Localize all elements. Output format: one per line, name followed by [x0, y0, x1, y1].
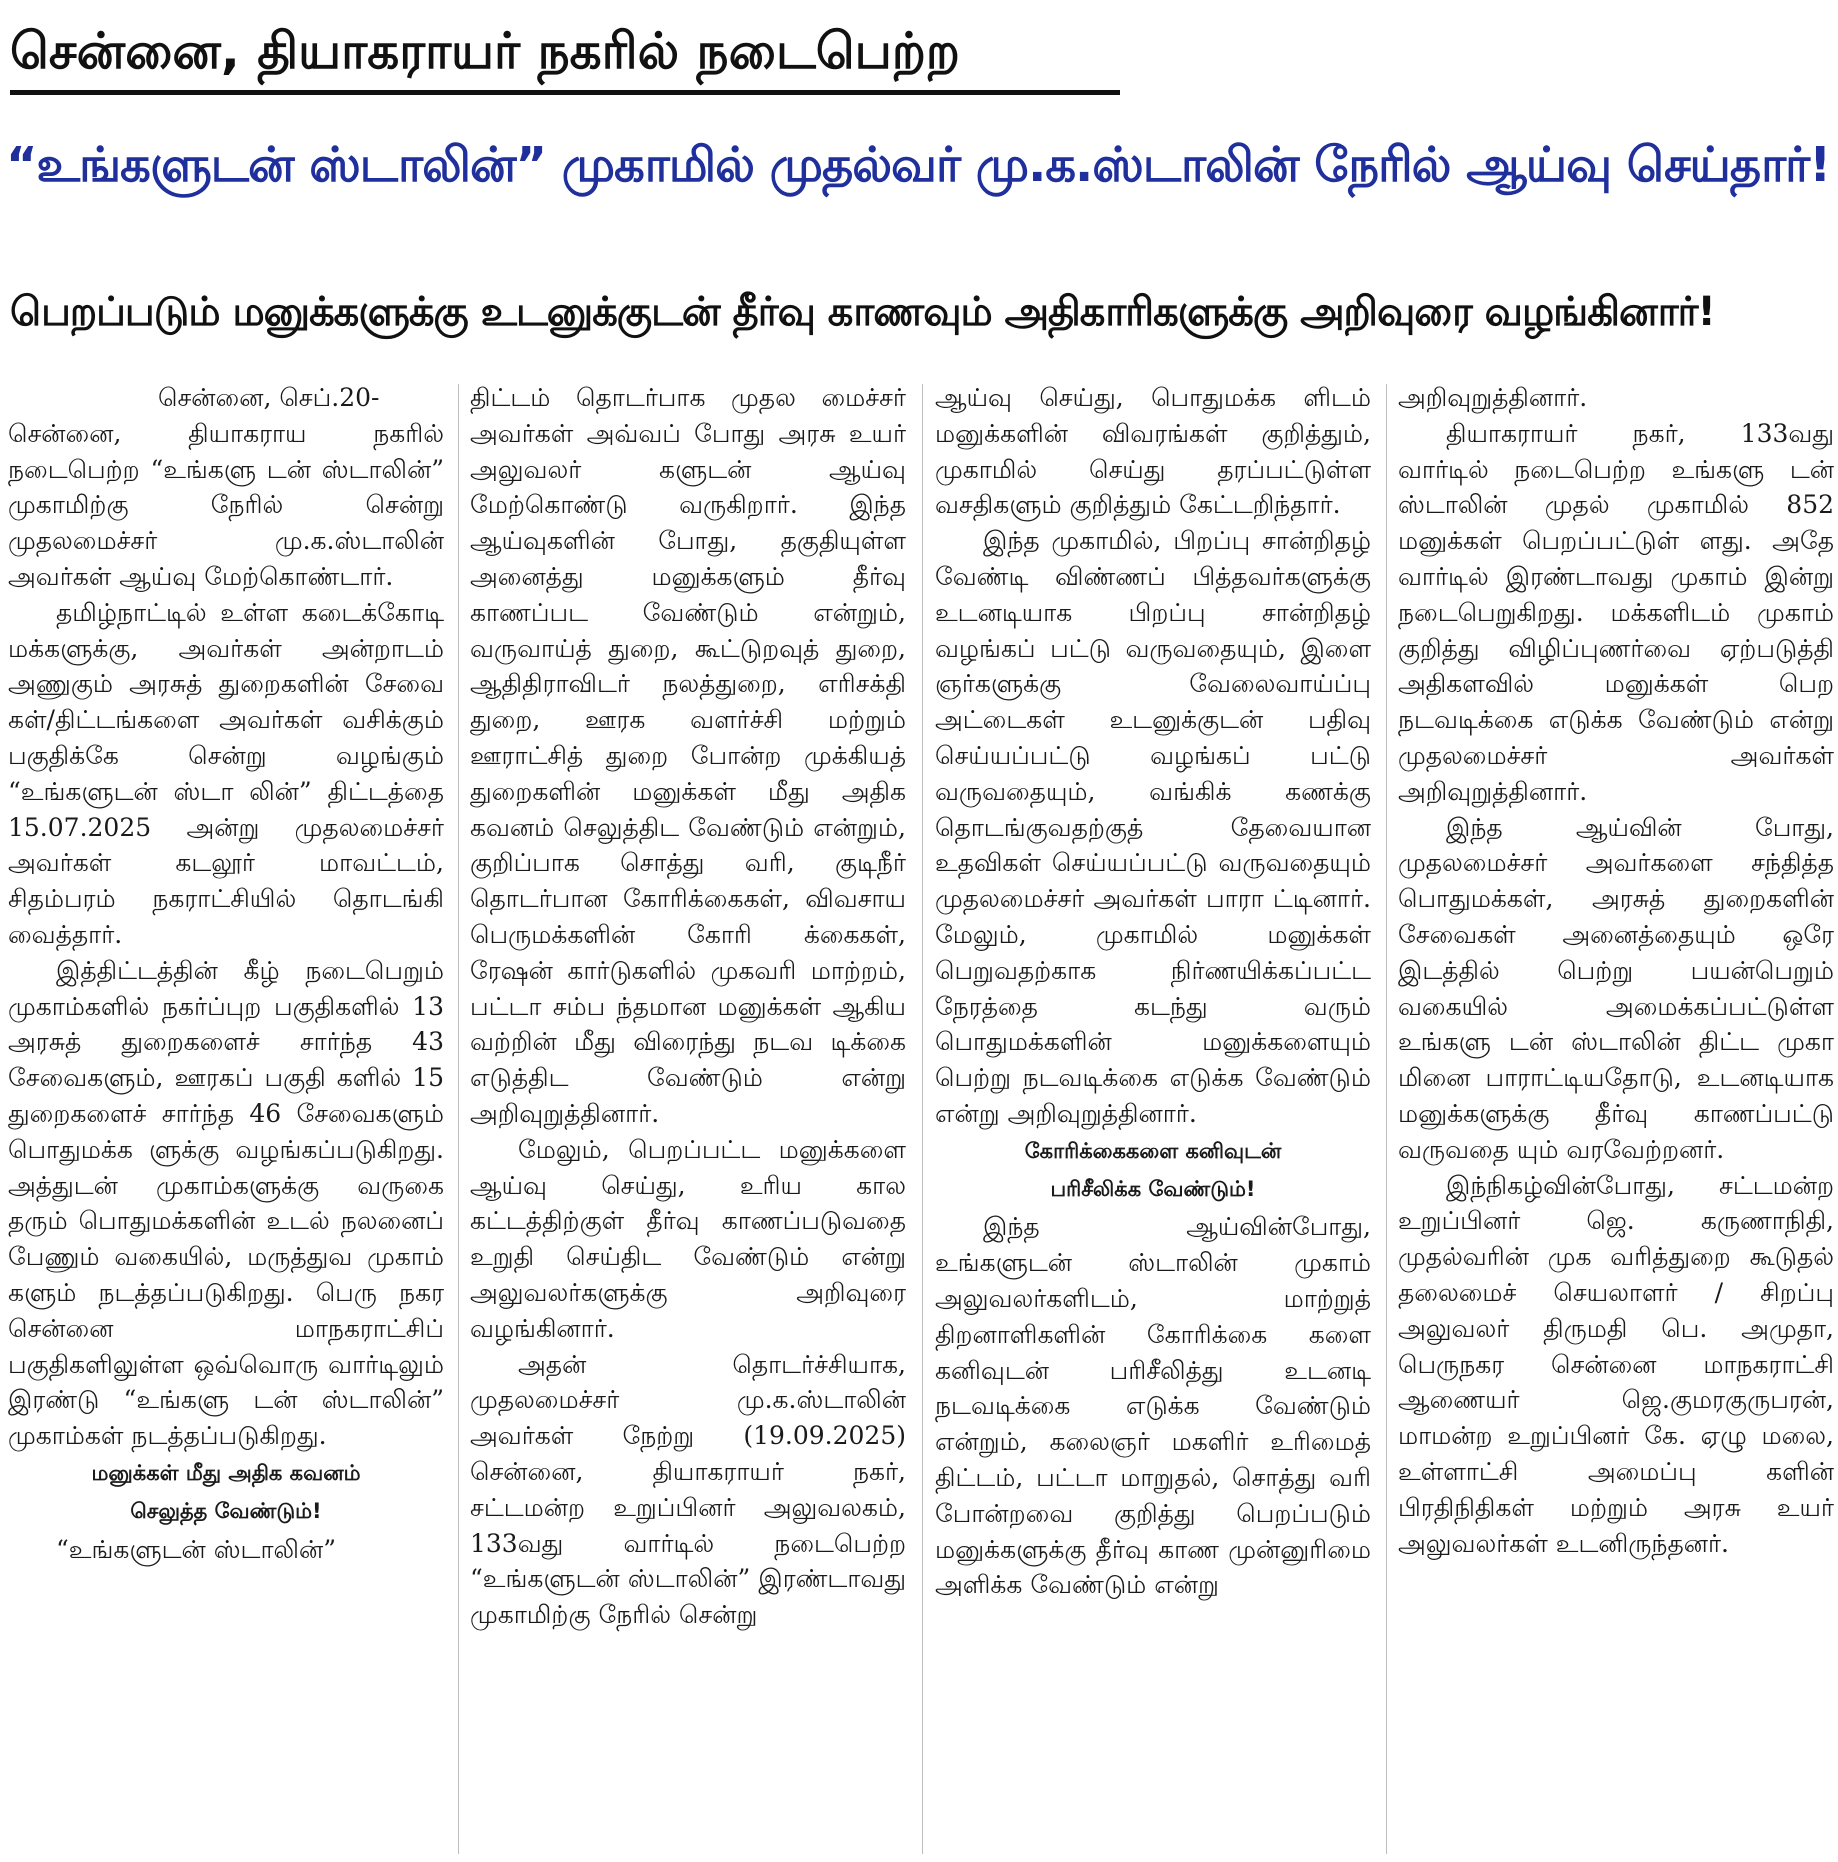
subheading: கோரிக்கைகளை கனிவுடன்	[1024, 1138, 1282, 1163]
article-column-2	[470, 380, 906, 1856]
article-paragraph: “உங்களுடன் ஸ்டாலின்”	[56, 1534, 336, 1564]
subheading: செலுத்த வேண்டும்!	[130, 1498, 322, 1523]
article-paragraph: இந்த ஆய்வின்போது, உங்களுடன் ஸ்டாலின் முகாம் அலுவலர்களிடம், மாற்றுத் திறனாளிகளின் கோரிக்கை களை கனிவுடன் பரிசீலித்து உடனடி நடவடிக்கை எடுக்க வேண்டும் என்றும், கலைஞர் மகளிர் உரிமைத் திட்டம், பட்டா மாறுதல், சொத்து வரி போன்றவை குறித்து பெறப்படும் மனுக்களுக்கு தீர்வு காண முன்னுரிமை அளிக்க வேண்டும் என்று	[935, 1212, 1371, 1600]
article-paragraph: இந்த முகாமில், பிறப்பு சான்றிதழ் வேண்டி விண்ணப் பித்தவர்களுக்கு உடனடியாக பிறப்பு சான்றிதழ் வழங்கப் பட்டு வருவதையும், இளை ஞர்களுக்கு வேலைவாய்ப்பு அட்டைகள் உடனுக்குடன் பதிவு செய்யப்பட்டு வழங்கப் பட்டு வருவதையும், வங்கிக் கணக்கு தொடங்குவதற்குத் தேவையான உதவிகள் செய்யப்பட்டு வருவதையும் முதலமைச்சர் அவர்கள் பாரா ட்டினார். மேலும், முகாமில் மனுக்கள் பெறுவதற்காக நிர்ணயிக்கப்பட்ட நேரத்தை கடந்து வரும் பொதுமக்களின் மனுக்களையும் பெற்று நடவடிக்கை எடுக்க வேண்டும் என்று அறிவுறுத்தினார்.	[935, 526, 1371, 1128]
article-paragraph: ஆய்வு செய்து, பொதுமக்க ளிடம் மனுக்களின் விவரங்கள் குறித்தும், முகாமில் செய்து தரப்பட்டுள்ள வசதிகளும் குறித்தும் கேட்டறிந்தார்.	[935, 383, 1371, 520]
article-paragraph: அதன் தொடர்ச்சியாக, முதலமைச்சர் மு.க.ஸ்டாலின் அவர்கள் நேற்று (19.09.2025) சென்னை, தியாகராயர் நகர், சட்டமன்ற உறுப்பினர் அலுவலகம், 133வது வார்டில் நடைபெற்ற “உங்களுடன் ஸ்டாலின்” இரண்டாவது முகாமிற்கு நேரில் சென்று	[470, 1349, 906, 1630]
subheadline: பெறப்படும் மனுக்களுக்கு உடனுக்குடன் தீர்வு காணவும் அதிகாரிகளுக்கு அறிவுரை வழங்கினார்!	[10, 289, 1715, 335]
article-paragraph: அறிவுறுத்தினார்.	[1398, 383, 1588, 412]
article-paragraph: இந்நிகழ்வின்போது, சட்டமன்ற உறுப்பினர் ஜெ. கருணாநிதி, முதல்வரின் முக வரித்துறை கூடுதல் தலைமைச் செயலாளர் / சிறப்பு அலுவலர் திருமதி பெ. அமுதா, பெருநகர சென்னை மாநகராட்சி ஆணையர் ஜெ.குமரகுருபரன், மாமன்ற உறுப்பினர் கே. ஏழு மலை, உள்ளாட்சி அமைப்பு களின் பிரதிநிதிகள் மற்றும் அரசு உயர் அலுவலர்கள் உடனிருந்தனர்.	[1398, 1170, 1834, 1558]
article-paragraph: இத்திட்டத்தின் கீழ் நடைபெறும் முகாம்களில் நகர்ப்புற பகுதிகளில் 13 அரசுத் துறைகளைச் சார்ந்த 43 சேவைகளும், ஊரகப் பகுதி களில் 15 துறைகளைச் சார்ந்த 46 சேவைகளும் பொதுமக்க ளுக்கு வழங்கப்படுகிறது. அத்துடன் முகாம்களுக்கு வருகை தரும் பொதுமக்களின் உடல் நலனைப் பேணும் வகையில், மருத்துவ முகாம் களும் நடத்தப்படுகிறது. பெரு நகர சென்னை மாநகராட்சிப் பகுதிகளிலுள்ள ஒவ்வொரு வார்டிலும் இரண்டு “உங்களு டன் ஸ்டாலின்” முகாம்கள் நடத்தப்படுகிறது.	[8, 955, 444, 1451]
column-divider	[922, 384, 923, 1854]
subheading: மனுக்கள் மீது அதிக கவனம்	[91, 1460, 361, 1485]
kicker-line: சென்னை, தியாகராயர் நகரில் நடைபெற்ற	[10, 12, 1120, 95]
article-column-1	[8, 380, 444, 1856]
headline: “உங்களுடன் ஸ்டாலின்” முகாமில் முதல்வர் மு.க.ஸ்டாலின் நேரில் ஆய்வு செய்தார்!	[6, 137, 1831, 193]
article-column-4	[1398, 380, 1834, 1856]
article-paragraph: தமிழ்நாட்டில் உள்ள கடைக்கோடி மக்களுக்கு, அவர்கள் அன்றாடம் அணுகும் அரசுத் துறைகளின் சேவை கள்/திட்டங்களை அவர்கள் வசிக்கும் பகுதிக்கே சென்று வழங்கும் “உங்களுடன் ஸ்டா லின்” திட்டத்தை 15.07.2025 அன்று முதலமைச்சர் அவர்கள் கடலூர் மாவட்டம், சிதம்பரம் நகராட்சியில் தொடங்கி வைத்தார்.	[8, 597, 444, 949]
article-paragraph: சென்னை, தியாகராய நகரில் நடைபெற்ற “உங்களு டன் ஸ்டாலின்” முகாமிற்கு நேரில் சென்று முதலமைச்சர் மு.க.ஸ்டாலின் அவர்கள் ஆய்வு மேற்கொண்டார்.	[8, 418, 444, 591]
article-paragraph: தியாகராயர் நகர், 133வது வார்டில் நடைபெற்ற உங்களு டன் ஸ்டாலின் முதல் முகாமில் 852 மனுக்கள் பெறப்பட்டுள் ளது. அதே வார்டில் இரண்டாவது முகாம் இன்று நடைபெறுகிறது. மக்களிடம் முகாம் குறித்து விழிப்புணர்வை ஏற்படுத்தி அதிகளவில் மனுக்கள் பெற நடவடிக்கை எடுக்க வேண்டும் என்று முதலமைச்சர் அவர்கள் அறிவுறுத்தினார்.	[1398, 418, 1834, 806]
column-divider	[458, 384, 459, 1854]
article-paragraph: இந்த ஆய்வின் போது, முதலமைச்சர் அவர்களை சந்தித்த பொதுமக்கள், அரசுத் துறைகளின் சேவைகள் அனைத்தையும் ஒரே இடத்தில் பெற்று பயன்பெறும் வகையில் அமைக்கப்பட்டுள்ள உங்களு டன் ஸ்டாலின் திட்ட முகா மினை பாராட்டியதோடு, உடனடியாக மனுக்களுக்கு தீர்வு காணப்பட்டு வருவதை யும் வரவேற்றனர்.	[1398, 812, 1834, 1164]
dateline: சென்னை, செப்.20-	[158, 383, 380, 412]
article-paragraph: மேலும், பெறப்பட்ட மனுக்களை ஆய்வு செய்து, உரிய கால கட்டத்திற்குள் தீர்வு காணப்படுவதை உறுதி செய்திட வேண்டும் என்று அலுவலர்களுக்கு அறிவுரை வழங்கினார்.	[470, 1134, 906, 1343]
article-column-3	[935, 380, 1371, 1856]
subheading: பரிசீலிக்க வேண்டும்!	[1050, 1176, 1256, 1201]
column-divider	[1386, 384, 1387, 1854]
article-paragraph: திட்டம் தொடர்பாக முதல மைச்சர் அவர்கள் அவ்வப் போது அரசு உயர் அலுவலர் களுடன் ஆய்வு மேற்கொண்டு வருகிறார். இந்த ஆய்வுகளின் போது, தகுதியுள்ள அனைத்து மனுக்களும் தீர்வு காணப்பட வேண்டும் என்றும், வருவாய்த் துறை, கூட்டுறவுத் துறை, ஆதிதிராவிடர் நலத்துறை, எரிசக்தி துறை, ஊரக வளர்ச்சி மற்றும் ஊராட்சித் துறை போன்ற முக்கியத் துறைகளின் மனுக்கள் மீது அதிக கவனம் செலுத்திட வேண்டும் என்றும், குறிப்பாக சொத்து வரி, குடிநீர் தொடர்பான கோரிக்கைகள், விவசாய பெருமக்களின் கோரி க்கைகள், ரேஷன் கார்டுகளில் முகவரி மாற்றம், பட்டா சம்ப ந்தமான மனுக்கள் ஆகிய வற்றின் மீது விரைந்து நடவ டிக்கை எடுத்திட வேண்டும் என்று அறிவுறுத்தினார்.	[470, 383, 906, 1128]
